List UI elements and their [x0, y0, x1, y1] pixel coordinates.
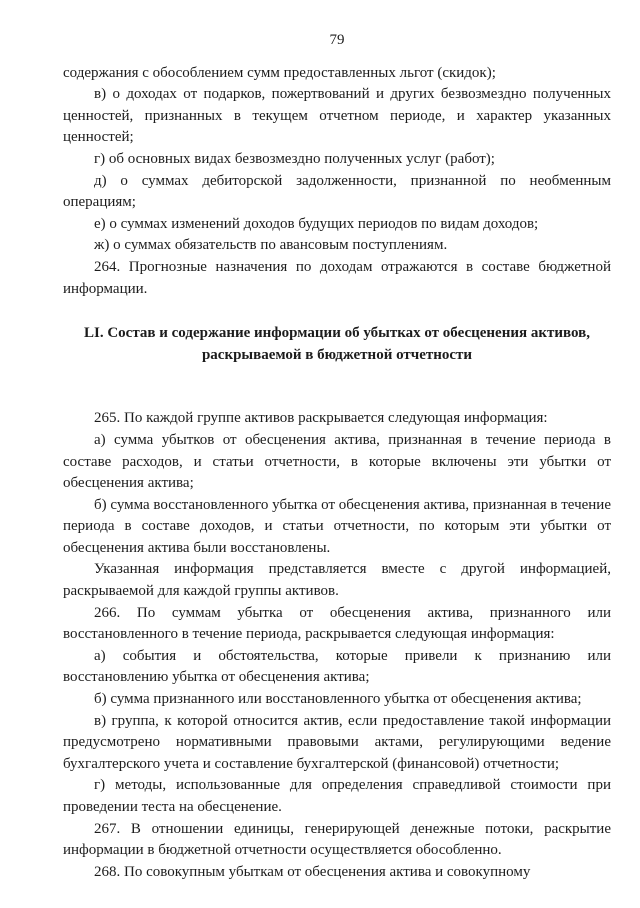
paragraph-266: 266. По суммам убытка от обесценения актива, признанного или восстановленного в течение периода, раскрывается следующая информация: — [63, 604, 611, 643]
list-item-v: в) о доходах от подарков, пожертвований и других безвозмездно полученных ценностей, признанных в текущем отчетном периоде, и характер указанных ценностей; — [63, 86, 611, 146]
document-body — [63, 63, 611, 884]
list-item-b-266: б) сумма признанного или восстановленного убытка от обесценения актива; — [94, 691, 582, 708]
list-item-d: д) о суммах дебиторской задолженности, признанной по необменным операциям; — [63, 172, 611, 211]
list-item-zh: ж) о суммах обязательств по авансовым поступлениям. — [94, 237, 448, 254]
section-heading-line-1: LI. Состав и содержание информации об убытках от обесценения активов, — [84, 325, 590, 342]
paragraph-continuation: содержания с обособлением сумм предоставленных льгот (скидок); — [63, 64, 496, 81]
spacer — [63, 387, 611, 408]
list-item-a-265: а) сумма убытков от обесценения актива, признанная в течение периода в составе расходов, и статьи отчетности, в которые включены эти убытки от обесценения актива; — [63, 431, 611, 492]
list-item-b-265: б) сумма восстановленного убытка от обесценения актива, признанная в течение периода в составе доходов, и статьи отчетности, по которым эти убытки от обесценения актива были восстановлены. — [63, 496, 611, 556]
list-item-g-266: г) методы, использованные для определения справедливой стоимости при проведении теста на обесценение. — [63, 777, 611, 815]
paragraph-268: 268. По совокупным убыткам от обесценения актива и совокупному — [94, 863, 531, 880]
paragraph-264: 264. Прогнозные назначения по доходам отражаются в составе бюджетной информации. — [63, 258, 611, 297]
paragraph-note: Указанная информация представляется вместе с другой информацией, раскрываемой для каждой группы активов. — [63, 561, 611, 600]
paragraph-267: 267. В отношении единицы, генерирующей денежные потоки, раскрытие информации в бюджетной отчетности осуществляется обособленно. — [63, 820, 611, 859]
list-item-a-266: а) события и обстоятельства, которые привели к признанию или восстановлению убытка от обесценения актива; — [63, 647, 611, 686]
list-item-v-266: в) группа, к которой относится актив, если предоставление такой информации предусмотрено нормативными правовыми актами, регулирующими ведение бухгалтерского учета и составление бухгалтерской (финансовой) отчетности; — [63, 712, 611, 772]
page-number: 79 — [329, 32, 345, 48]
section-heading-line-2: раскрываемой в бюджетной отчетности — [201, 346, 473, 363]
section-heading — [63, 323, 611, 366]
paragraph-265: 265. По каждой группе активов раскрывается следующая информация: — [94, 410, 548, 427]
list-item-g: г) об основных видах безвозмездно полученных услуг (работ); — [94, 150, 495, 167]
list-item-e: е) о суммах изменений доходов будущих периодов по видам доходов; — [94, 215, 539, 232]
